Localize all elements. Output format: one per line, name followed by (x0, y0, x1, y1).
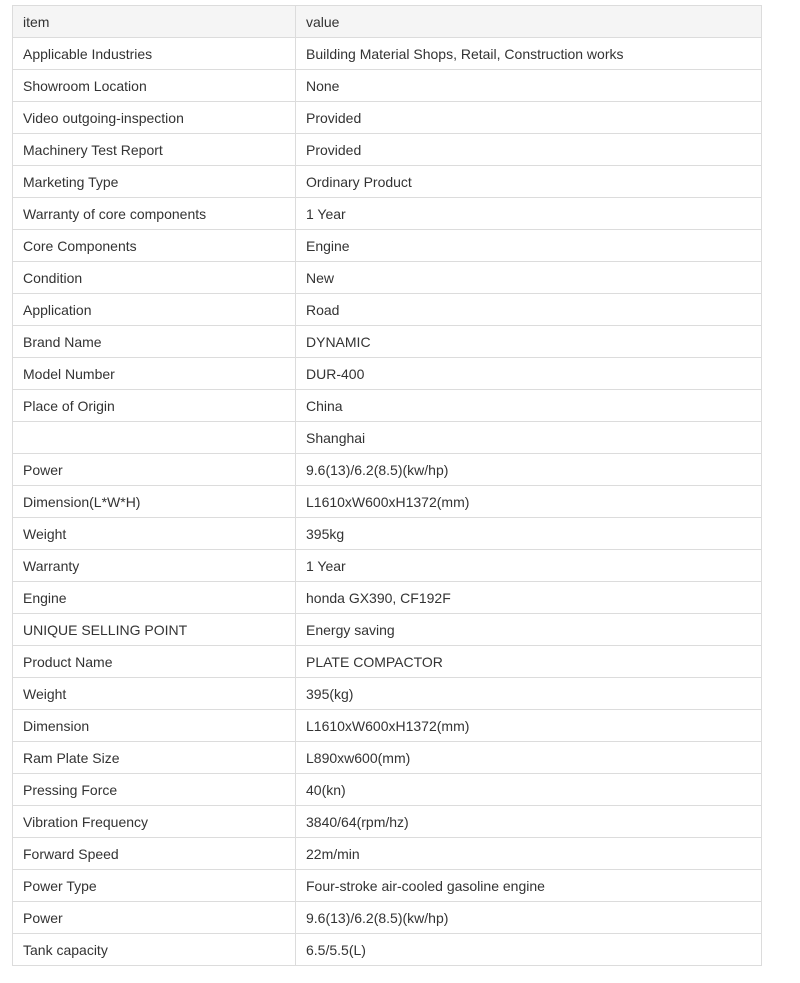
item-cell: Model Number (13, 358, 296, 390)
table-row (13, 646, 762, 678)
table-row (13, 710, 762, 742)
item-cell: Showroom Location (13, 70, 296, 102)
value-cell: Building Material Shops, Retail, Construction works (296, 38, 762, 70)
value-cell: Engine (296, 230, 762, 262)
value-cell: 9.6(13)/6.2(8.5)(kw/hp) (296, 902, 762, 934)
value-cell: PLATE COMPACTOR (296, 646, 762, 678)
item-cell: Warranty (13, 550, 296, 582)
table-row (13, 38, 762, 70)
table-row (13, 614, 762, 646)
value-cell: 6.5/5.5(L) (296, 934, 762, 966)
table-row (13, 358, 762, 390)
table-row (13, 678, 762, 710)
item-cell: Power Type (13, 870, 296, 902)
table-row (13, 486, 762, 518)
value-cell: 395(kg) (296, 678, 762, 710)
item-cell: Warranty of core components (13, 198, 296, 230)
item-cell: Power (13, 902, 296, 934)
table-row (13, 934, 762, 966)
item-cell: Product Name (13, 646, 296, 678)
table-row (13, 806, 762, 838)
table-row (13, 838, 762, 870)
table-row (13, 262, 762, 294)
item-cell: Forward Speed (13, 838, 296, 870)
value-cell: 395kg (296, 518, 762, 550)
value-cell: Energy saving (296, 614, 762, 646)
table-row (13, 294, 762, 326)
item-cell: Pressing Force (13, 774, 296, 806)
value-cell: 22m/min (296, 838, 762, 870)
item-cell: Brand Name (13, 326, 296, 358)
value-cell: 1 Year (296, 550, 762, 582)
table-row (13, 390, 762, 422)
value-cell: honda GX390, CF192F (296, 582, 762, 614)
value-cell: Provided (296, 102, 762, 134)
item-cell: Place of Origin (13, 390, 296, 422)
value-cell: L1610xW600xH1372(mm) (296, 486, 762, 518)
table-row (13, 454, 762, 486)
item-cell: Condition (13, 262, 296, 294)
value-cell: Provided (296, 134, 762, 166)
item-cell: Engine (13, 582, 296, 614)
header-item-cell: item (13, 6, 296, 38)
table-row (13, 902, 762, 934)
value-cell: Four-stroke air-cooled gasoline engine (296, 870, 762, 902)
spec-table (12, 5, 762, 966)
header-value-cell: value (296, 6, 762, 38)
value-cell: L1610xW600xH1372(mm) (296, 710, 762, 742)
item-cell: Dimension (13, 710, 296, 742)
item-cell: UNIQUE SELLING POINT (13, 614, 296, 646)
item-cell: Dimension(L*W*H) (13, 486, 296, 518)
value-cell: 3840/64(rpm/hz) (296, 806, 762, 838)
item-cell: Ram Plate Size (13, 742, 296, 774)
item-cell (13, 422, 296, 454)
table-row (13, 518, 762, 550)
value-cell: None (296, 70, 762, 102)
value-cell: Ordinary Product (296, 166, 762, 198)
value-cell: China (296, 390, 762, 422)
item-cell: Marketing Type (13, 166, 296, 198)
item-cell: Vibration Frequency (13, 806, 296, 838)
item-cell: Video outgoing-inspection (13, 102, 296, 134)
value-cell: L890xw600(mm) (296, 742, 762, 774)
value-cell: 9.6(13)/6.2(8.5)(kw/hp) (296, 454, 762, 486)
item-cell: Applicable Industries (13, 38, 296, 70)
value-cell: Road (296, 294, 762, 326)
table-row (13, 326, 762, 358)
table-row (13, 102, 762, 134)
value-cell: New (296, 262, 762, 294)
value-cell: Shanghai (296, 422, 762, 454)
value-cell: DUR-400 (296, 358, 762, 390)
table-row (13, 870, 762, 902)
table-row (13, 230, 762, 262)
table-row (13, 166, 762, 198)
item-cell: Weight (13, 678, 296, 710)
table-row (13, 198, 762, 230)
table-row (13, 582, 762, 614)
item-cell: Tank capacity (13, 934, 296, 966)
item-cell: Machinery Test Report (13, 134, 296, 166)
value-cell: 1 Year (296, 198, 762, 230)
table-row (13, 774, 762, 806)
table-header-row (13, 6, 762, 38)
item-cell: Core Components (13, 230, 296, 262)
value-cell: DYNAMIC (296, 326, 762, 358)
value-cell: 40(kn) (296, 774, 762, 806)
table-row (13, 422, 762, 454)
table-row (13, 134, 762, 166)
table-row (13, 70, 762, 102)
table-row (13, 742, 762, 774)
item-cell: Application (13, 294, 296, 326)
spec-table-body (13, 6, 762, 966)
item-cell: Power (13, 454, 296, 486)
item-cell: Weight (13, 518, 296, 550)
table-row (13, 550, 762, 582)
